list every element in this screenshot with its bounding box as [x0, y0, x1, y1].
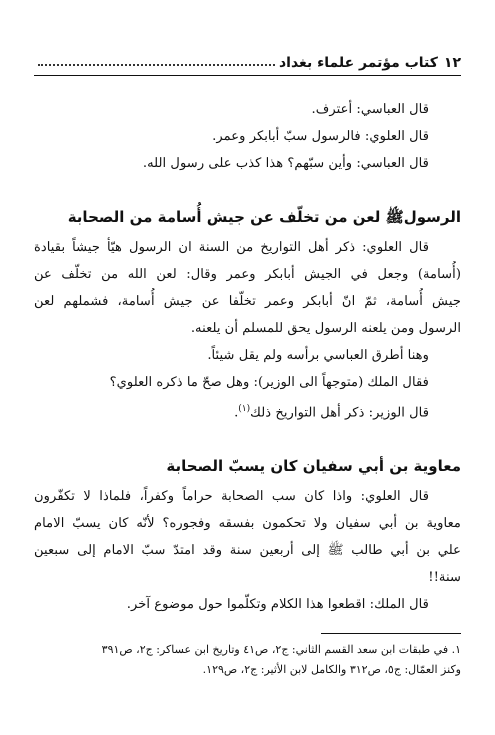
paragraph-line: قال العلوي: فالرسول سبّ أبابكر وعمر. [212, 129, 429, 144]
paragraph-line: فقال الملك (متوجهاً الى الوزير): وهل صحّ ما ذكره العلوي؟ [109, 375, 429, 390]
paragraph-line: جيش أُسامة، ثمّ انّ أبابكر وعمر تخلّفا عن جيش أُسامة، فشملهم لعن [34, 294, 461, 309]
section-heading: معاوية بن أبي سفيان كان يسبّ الصحابة [166, 457, 461, 475]
paragraph-line: قال العباسي: أعترف. [311, 102, 429, 117]
paragraph-line: قال العلوي: واذا كان سب الصحابة حراماً وكفراً، فلماذا لا تكفّرون [34, 489, 429, 504]
paragraph-line: سنة!! [428, 570, 461, 585]
intro-dialogue [34, 96, 461, 177]
book-title: كتاب مؤتمر علماء بغداد [278, 55, 438, 71]
paragraph-line: الرسول ومن يلعنه الرسول يحق للمسلم أن يلعنه. [190, 321, 461, 336]
paragraph-line: قال العباسي: وأين سبّهم؟ هذا كذب على رسول الله. [142, 156, 429, 171]
footnote-line: وكنز العمّال: ج٥، ص٣١٢ والكامل لابن الأثير: ج٢، ص١٢٩. [202, 663, 461, 676]
paragraph-line: معاوية بن أبي سفيان ولا تحكمون بفسقه وفجوره؟ لأنّه كان يسبّ الامام [34, 516, 461, 531]
paragraph-line: (أُسامة) وجعل في الجيش أبابكر وعمر وقال: لعن الله من تخلّف عن [34, 267, 461, 282]
paragraph-line: قال الملك: اقطعوا هذا الكلام وتكلّموا حول موضوع آخر. [126, 597, 429, 612]
footnote [34, 640, 461, 680]
section-body [34, 234, 461, 426]
section-heading: الرسولﷺ لعن من تخلّف عن جيش أُسامة من الصحابة [67, 208, 461, 226]
footnote-reference: (١) [238, 404, 251, 414]
paragraph-line: قال العلوي: ذكر أهل التواريخ من السنة ان الرسول هيّأ جيشاً بقيادة [34, 240, 429, 255]
paragraph-line-text: قال الوزير: ذكر أهل التواريخ ذلك [250, 405, 429, 421]
section-body [34, 483, 461, 618]
header-leader-dots [38, 64, 275, 66]
paragraph-line: علي بن أبي طالب ﷺ إلى أربعين سنة وقد امتدّ سبّ الامام إلى سبعين [34, 543, 461, 558]
paragraph-line: وهنا أطرق العباسي برأسه ولم يقل شيئاً. [207, 348, 429, 363]
running-header [34, 46, 461, 76]
footnote-separator [321, 633, 461, 634]
paragraph-line: قال الوزير: ذكر أهل التواريخ ذلك$^{(١)}$. [234, 404, 429, 421]
page-number: ١٢ [443, 55, 461, 71]
footnote-line: ١. في طبقات ابن سعد القسم الثاني: ج٢، ص٤١ وتاريخ ابن عساكر: ج٢، ص٣٩١ [101, 643, 461, 656]
